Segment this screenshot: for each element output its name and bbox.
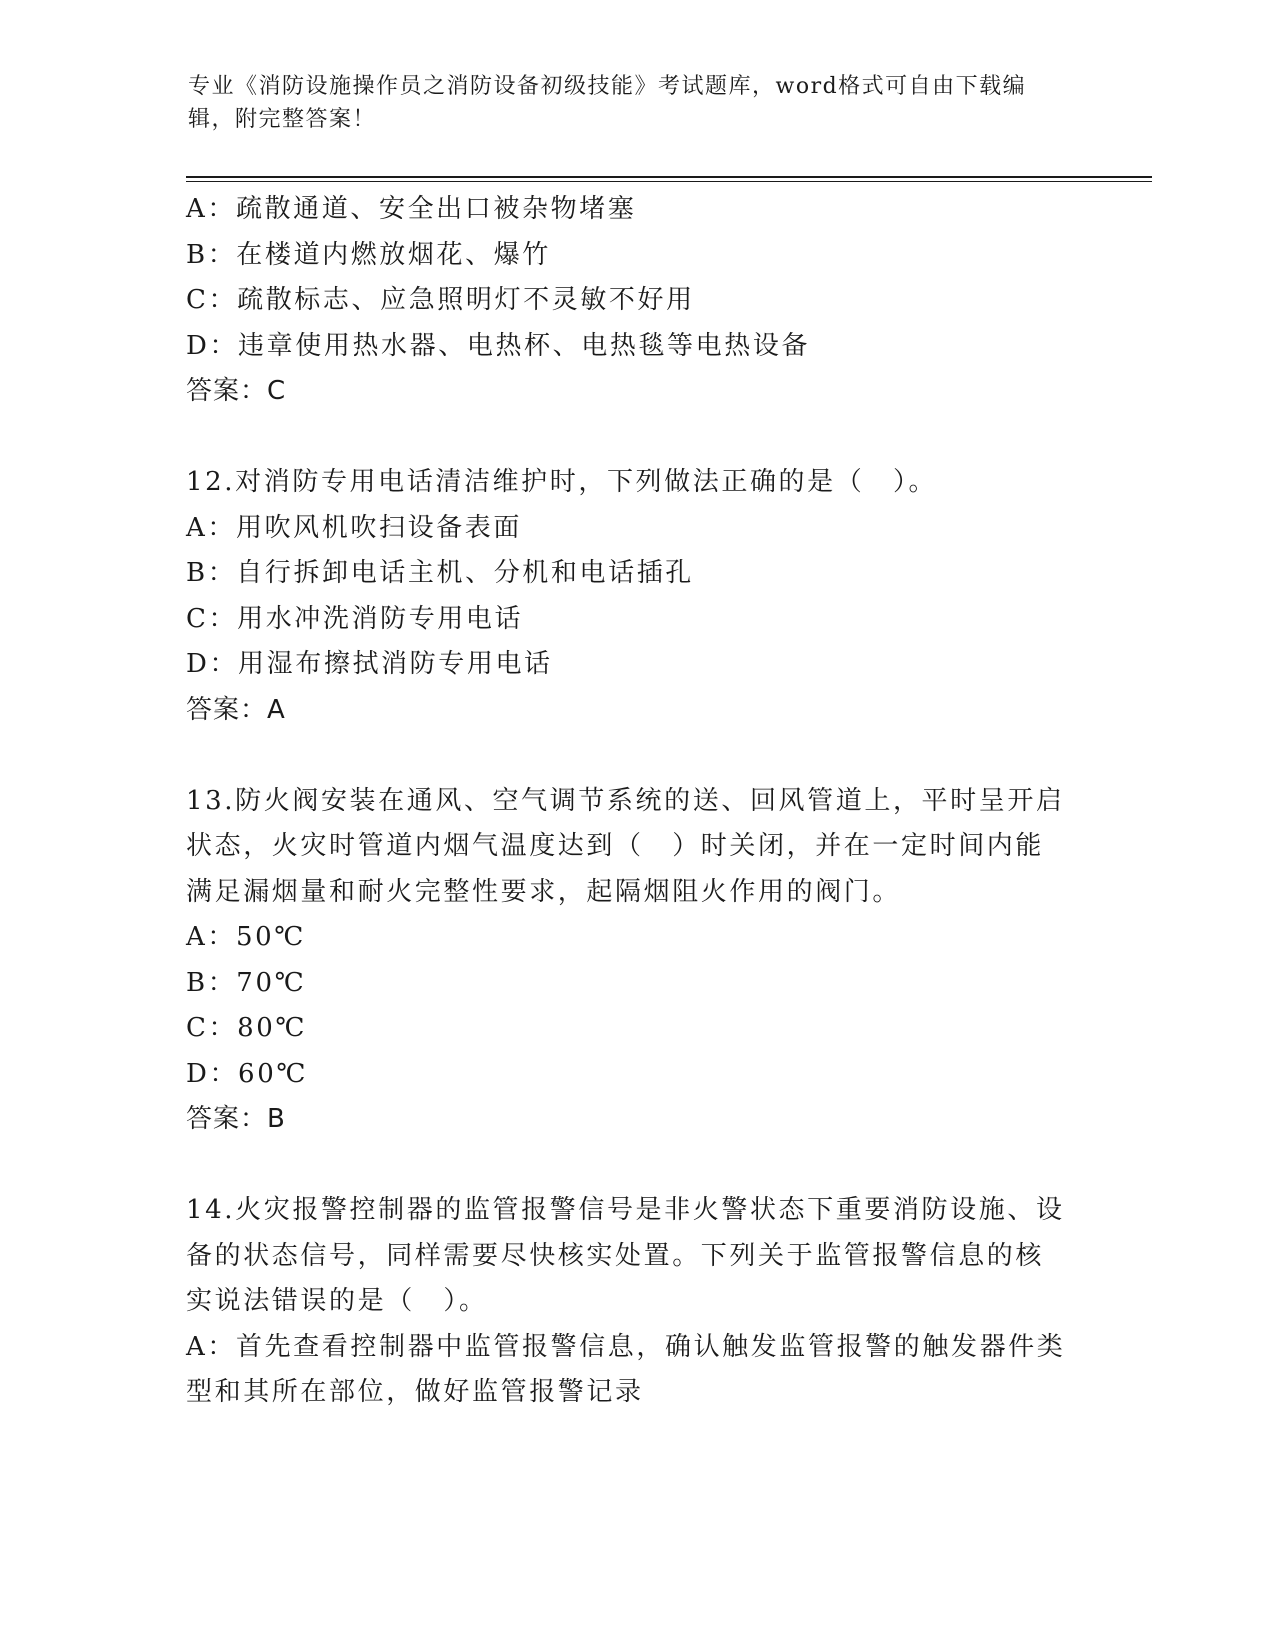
option-b: B：在楼道内燃放烟花、爆竹	[186, 239, 551, 270]
question-14	[186, 1188, 1086, 1416]
option-a: A：疏散通道、安全出口被杂物堵塞	[186, 194, 637, 224]
option-b: B：70℃	[186, 967, 307, 998]
question-13	[186, 779, 1086, 1143]
question-spacer	[186, 733, 1086, 779]
header-intro-line-2: 辑，附完整答案！	[188, 107, 377, 132]
question-stem: 12.对消防专用电话清洁维护时，下列做法正确的是（ ）。	[186, 467, 938, 497]
question-stem-line-1: 14.火灾报警控制器的监管报警信号是非火警状态下重要消防设施、设	[186, 1195, 1065, 1225]
option-d: D：违章使用热水器、电热杯、电热毯等电热设备	[186, 330, 811, 361]
question-spacer	[186, 1143, 1086, 1189]
answer-line: 答案：A	[186, 694, 286, 725]
option-b: B：自行拆卸电话主机、分机和电话插孔	[186, 558, 694, 588]
option-d: D：60℃	[186, 1058, 309, 1089]
header-divider-thick	[186, 176, 1152, 178]
option-a: A：50℃	[186, 922, 306, 952]
document-header	[188, 70, 1068, 136]
question-stem-line-2: 备的状态信号，同样需要尽快核实处置。下列关于监管报警信息的核	[186, 1240, 1045, 1271]
question-stem-line-2: 状态，火灾时管道内烟气温度达到（ ）时关闭，并在一定时间内能	[186, 831, 1045, 861]
question-spacer	[186, 415, 1086, 461]
option-a-line-2: 型和其所在部位，做好监管报警记录	[186, 1377, 644, 1407]
option-c: C：用水冲洗消防专用电话	[186, 603, 524, 634]
option-a-line-1: A：首先查看控制器中监管报警信息，确认触发监管报警的触发器件类	[186, 1331, 1066, 1362]
header-divider-thin	[186, 181, 1152, 182]
answer-line: 答案：C	[186, 376, 287, 406]
question-stem-line-3: 满足漏烟量和耐火完整性要求，起隔烟阻火作用的阀门。	[186, 876, 902, 907]
option-d: D：用湿布擦拭消防专用电话	[186, 649, 553, 679]
option-a: A：用吹风机吹扫设备表面	[186, 512, 522, 543]
question-stem-line-3: 实说法错误的是（ ）。	[186, 1286, 488, 1316]
option-c: C：80℃	[186, 1013, 308, 1043]
header-intro-line-1: 专业《消防设施操作员之消防设备初级技能》考试题库，word格式可自由下载编	[188, 74, 1027, 99]
question-list	[186, 187, 1086, 1416]
option-c: C：疏散标志、应急照明灯不灵敏不好用	[186, 285, 695, 315]
question-11	[186, 187, 1086, 415]
answer-line: 答案：B	[186, 1104, 286, 1134]
question-12	[186, 460, 1086, 733]
question-stem-line-1: 13.防火阀安装在通风、空气调节系统的送、回风管道上，平时呈开启	[186, 785, 1065, 816]
